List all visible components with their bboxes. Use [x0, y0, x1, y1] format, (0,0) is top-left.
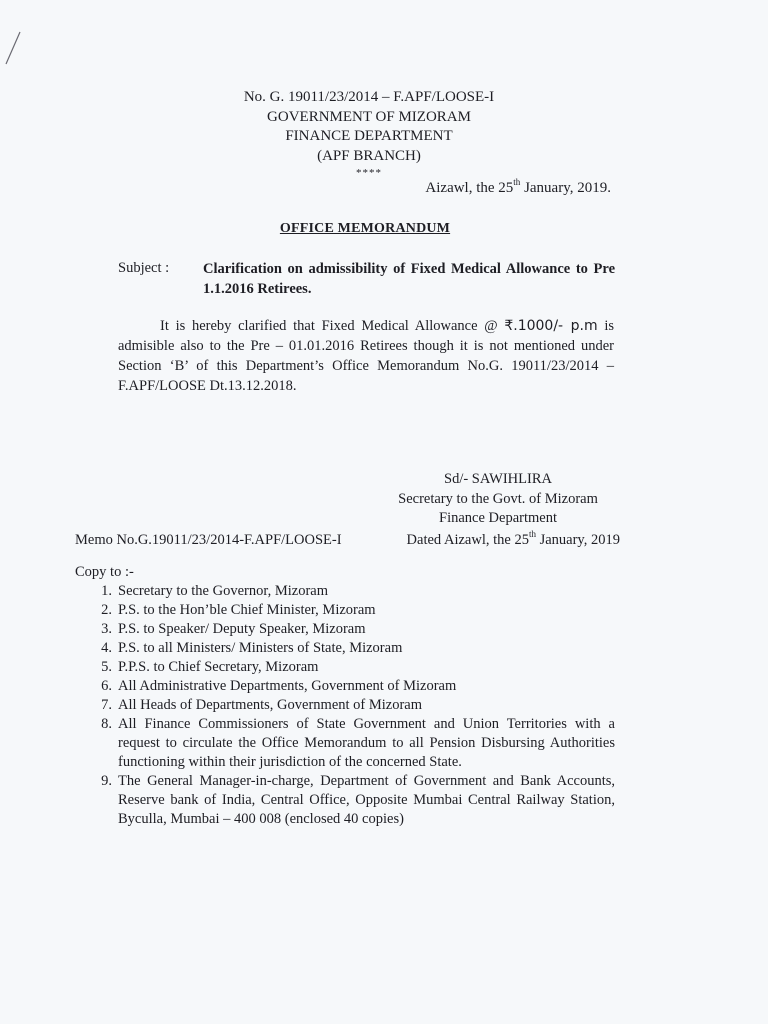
subject-text: Clarification on admissibility of Fixed Medical Allowance to Pre 1.1.2016 Retirees.: [203, 261, 615, 297]
signatory-name: Sd/- SAWIHLIRA: [444, 471, 552, 487]
list-item: 7. All Heads of Departments, Government of Mizoram: [101, 697, 423, 713]
subject-label: Subject :: [118, 260, 170, 276]
memo-date: Dated Aizawl, the 25th January, 2019: [406, 529, 620, 548]
government-name: GOVERNMENT OF MIZORAM: [267, 108, 471, 125]
file-number: No. G. 19011/23/2014 – F.APF/LOOSE-I: [243, 89, 495, 105]
document-header: [0, 88, 768, 180]
list-item: 8. All Finance Commissioners of State Government and Union Territories with a request to circulate the Office Memorandum to all Pension Disbursing Authorities functioning within their jurisdiction of the concerned State.: [101, 716, 615, 770]
list-item: 5. P.P.S. to Chief Secretary, Mizoram: [101, 659, 319, 675]
memo-number: Memo No.G.19011/23/2014-F.APF/LOOSE-I: [75, 532, 342, 548]
allowance-amount: ₹.1000/- p.m: [504, 318, 598, 334]
signature-block: [383, 470, 613, 529]
copy-to-label: Copy to :-: [75, 564, 134, 580]
pen-stroke-mark: [2, 28, 24, 68]
signatory-department: Finance Department: [439, 510, 557, 526]
list-item: 4. P.S. to all Ministers/ Ministers of State, Mizoram: [101, 640, 403, 656]
copy-to-list: [90, 582, 615, 829]
header-stars: ****: [356, 167, 382, 179]
signatory-designation: Secretary to the Govt. of Mizoram: [398, 490, 598, 507]
list-item: 1. Secretary to the Governor, Mizoram: [101, 583, 328, 599]
list-item: 6. All Administrative Departments, Government of Mizoram: [101, 678, 457, 694]
list-item: 3. P.S. to Speaker/ Deputy Speaker, Mizoram: [101, 621, 366, 637]
list-item: 2. P.S. to the Hon’ble Chief Minister, Mizoram: [101, 602, 376, 618]
memo-title: OFFICE MEMORANDUM: [279, 221, 451, 236]
body-paragraph: It is hereby clarified that Fixed Medical Allowance @ ₹.1000/- p.m is admisible also to the Pre – 01.01.2016 Retirees though it is not mentioned under Section ‘B’ of this Department’s Office Memorandum No.G. 19011/23/2014 – F.APF/LOOSE Dt.13.12.2018.: [118, 318, 615, 394]
list-item: 9. The General Manager-in-charge, Department of Government and Bank Accounts, Reserve bank of India, Central Office, Opposite Mumbai Central Railway Station, Byculla, Mumbai – 400 008 (enclosed 40 copies): [101, 773, 615, 827]
branch-name: (APF BRANCH): [317, 147, 421, 164]
department-name: FINANCE DEPARTMENT: [285, 128, 453, 144]
issue-date: Aizawl, the 25th January, 2019.: [425, 177, 611, 196]
